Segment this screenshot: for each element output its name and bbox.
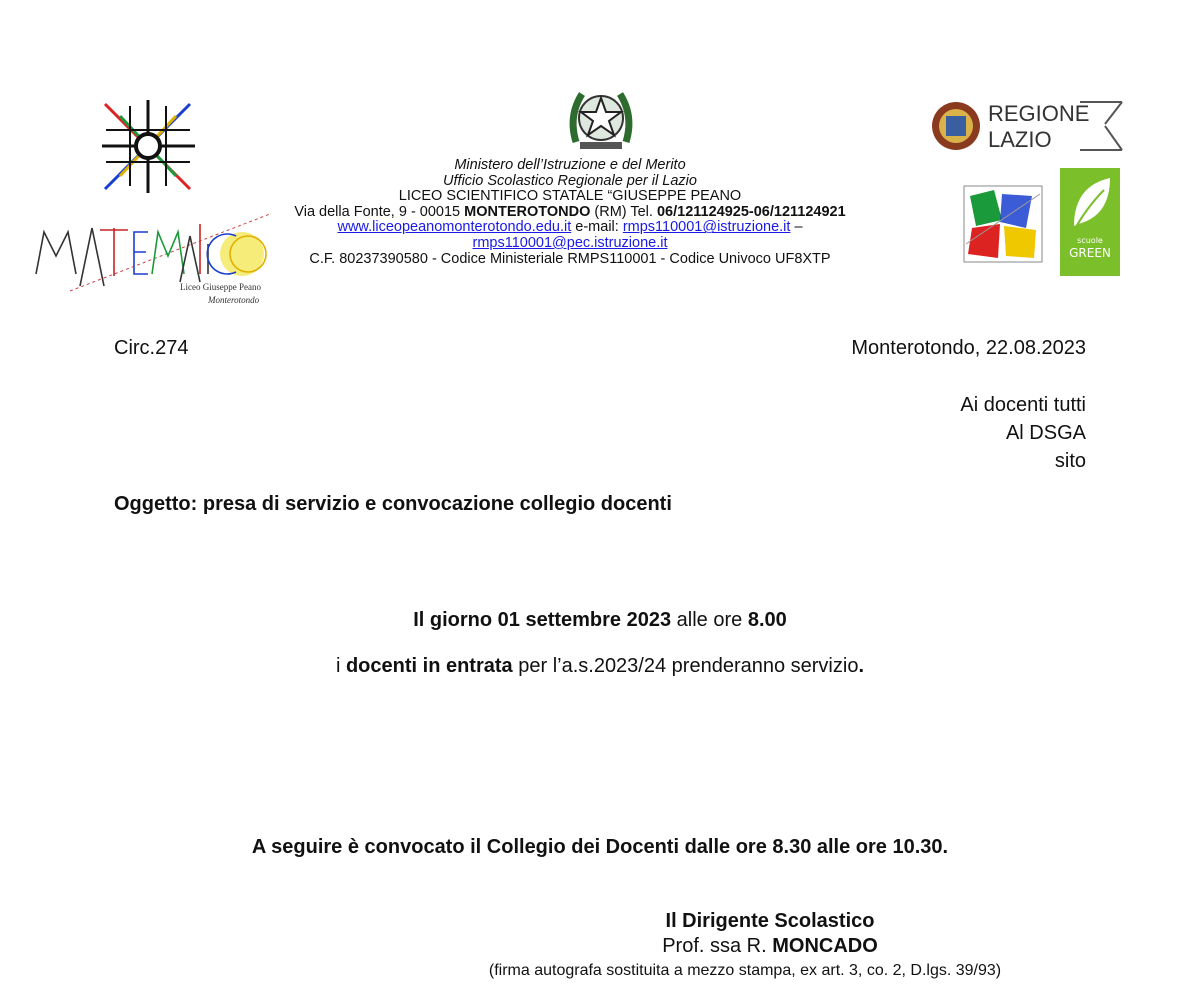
recipient-line: sito: [1054, 450, 1086, 472]
regione-lazio-logo: [930, 96, 1130, 156]
college-convocation-line: A seguire è convocato il Collegio dei Docenti dalle ore 8.30 alle ore 10.30.: [251, 836, 949, 858]
school-logo: [30, 96, 280, 314]
service-teachers-line: i docenti in entrata per l’a.s.2023/24 prenderanno servizio.: [335, 655, 865, 677]
signatory-title: Il Dirigente Scolastico: [665, 910, 875, 932]
school-header: [270, 158, 870, 267]
green-big-label: GREEN: [1069, 246, 1111, 260]
regione-line2: LAZIO: [988, 127, 1052, 152]
regione-line1: REGIONE: [988, 101, 1090, 126]
place-date: Monterotondo, 22.08.2023: [851, 337, 1086, 359]
school-name: LICEO SCIENTIFICO STATALE “GIUSEPPE PEANO: [398, 188, 742, 205]
recipient-line: Al DSGA: [1005, 422, 1086, 444]
contact-line: www.liceopeanomonterotondo.edu.it e-mail: rmps110001@istruzione.it –: [337, 219, 803, 236]
regional-office: Ufficio Scolastico Regionale per il Lazio: [443, 172, 697, 189]
signatory-name: Prof. ssa R. MONCADO: [662, 935, 878, 957]
school-logo-caption-city: Monterotondo: [208, 295, 260, 305]
signature-note: (firma autografa sostituita a mezzo stampa, ex art. 3, co. 2, D.lgs. 39/93): [488, 962, 1002, 979]
italian-republic-emblem: [566, 82, 636, 154]
scuole-green-logo: [1060, 168, 1120, 276]
circular-number: Circ.274: [114, 337, 189, 359]
ministry-name: Ministero dell’Istruzione e del Merito: [454, 157, 686, 173]
pec-line: [270, 236, 870, 252]
pec-link[interactable]: rmps110001@pec.istruzione.it: [472, 234, 668, 251]
service-date-line: Il giorno 01 settembre 2023 alle ore 8.00: [413, 609, 787, 631]
school-codes: C.F. 80237390580 - Codice Ministeriale RMPS110001 - Codice Univoco UF8XTP: [309, 250, 831, 267]
digital-school-logo: [962, 184, 1044, 264]
recipient-line: Ai docenti tutti: [960, 394, 1086, 416]
recipients: [960, 391, 1086, 475]
school-logo-caption: Liceo Giuseppe Peano: [180, 282, 261, 292]
website-link[interactable]: www.liceopeanomonterotondo.edu.it: [337, 219, 572, 236]
school-address: Via della Fonte, 9 - 00015 MONTEROTONDO (RM) Tel. 06/121124925-06/121124921: [294, 203, 846, 220]
subject-line: Oggetto: presa di servizio e convocazione collegio docenti: [114, 493, 672, 515]
email-link[interactable]: rmps110001@istruzione.it: [622, 219, 791, 236]
green-small-label: scuole: [1077, 236, 1103, 245]
